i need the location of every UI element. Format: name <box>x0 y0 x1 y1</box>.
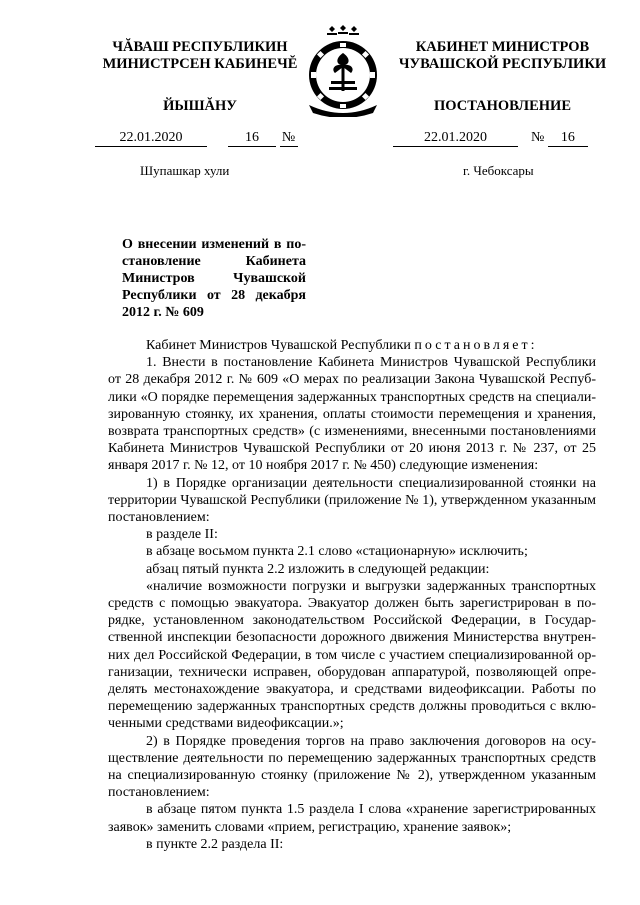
issuer-chuvash-line2: МИНИСТРСЕН КАБИНЕЧĔ <box>102 56 298 72</box>
issuer-russian-line2: ЧУВАШСКОЙ РЕСПУБЛИКИ <box>398 56 607 72</box>
registration-left <box>95 130 298 147</box>
registration-right <box>393 130 588 147</box>
paragraph-4: в абзаце восьмом пункта 2.1 слово «стационарную» исключить; <box>146 544 528 560</box>
doc-type-russian: ПОСТАНОВЛЕНИЕ <box>433 98 571 114</box>
paragraph-9: в пункте 2.2 раздела II: <box>146 836 284 852</box>
issuer-russian-line1: КАБИНЕТ МИНИСТРОВ <box>415 39 590 55</box>
place-russian: г. Чебоксары <box>463 163 534 178</box>
paragraph-8: в абзаце пятом пункта 1.5 раздела I слова «хранение зарегистрированных заявок» заменить словами «прием, регистрацию, хранение заявок»; <box>108 802 596 835</box>
paragraph-3: в разделе II: <box>146 527 218 543</box>
document-subject: О внесении изменений в постановление Кабинета Министров Чувашской Республики от 28 декабря 2012 г. № 609 <box>122 237 306 320</box>
date-left: 22.01.2020 <box>95 130 207 147</box>
preamble-verb: постановляет: <box>414 338 538 353</box>
paragraph-5: абзац пятый пункта 2.2 изложить в следующей редакции: <box>146 561 490 577</box>
place-chuvash: Шупашкар хули <box>140 163 230 178</box>
date-right: 22.01.2020 <box>393 130 518 147</box>
issuer-russian <box>390 39 615 73</box>
chuvash-coat-of-arms-icon <box>303 25 383 117</box>
number-left: 16 <box>228 130 276 147</box>
number-right: 16 <box>548 130 588 147</box>
paragraph-6: «наличие возможности погрузки и выгрузки задержанных транспортных средств с помощью эвакуатора. Эвакуатор должен быть зарегистрирован в порядке, установленном законодательством Российской Федерации, в Государственной инспекции безопасности дорожного движения Министерства внутренних дел Российской Федерации, в том числе с участием специализированной организации, технически исправен, оборудован аппаратурой, позволяющей определять местонахождение эвакуатора, и средствами видеофиксации. Работы по перемещению задержанных транспортных средств должны проводиться с включенными средствами видеофиксации.»; <box>108 578 596 732</box>
paragraph-7: 2) в Порядке проведения торгов на право заключения договоров на осуществление деятельности по перемещению задержанных транспортных средств на специализированную стоянку (приложение № 2), утвержденном указанным постановлением: <box>108 733 596 801</box>
doc-type-chuvash: ЙЫШĂНУ <box>163 98 237 114</box>
preamble-text: Кабинет Министров Чувашской Республики <box>146 338 411 353</box>
number-sign-right: № <box>531 130 545 145</box>
issuer-chuvash-line1: ЧĂВАШ РЕСПУБЛИКИН <box>112 39 288 55</box>
paragraph-2: 1) в Порядке организации деятельности специализированной стоянки на территории Чувашской Республики (приложение № 1), утвержденном указанным постановлением: <box>108 475 596 526</box>
number-sign-left: № <box>280 130 298 147</box>
paragraph-1: 1. Внести в постановление Кабинета Министров Чувашской Республики от 28 декабря 2012 г. № 609 «О мерах по реализации Закона Чувашской Республики «О порядке перемещения задержанных транспортных средств на специализированную стоянку, их хранения, оплаты стоимости перемещения и хранения, возврата транспортных средств» (с изменениями, внесенными постановлениями Кабинета Министров Чувашской Республики от 20 июня 2013 г. № 237, от 25 января 2017 г. № 12, от 10 ноября 2017 г. № 450) следующие изменения: <box>108 355 596 474</box>
document-body <box>108 337 596 853</box>
issuer-chuvash <box>95 39 305 73</box>
preamble <box>108 337 596 354</box>
